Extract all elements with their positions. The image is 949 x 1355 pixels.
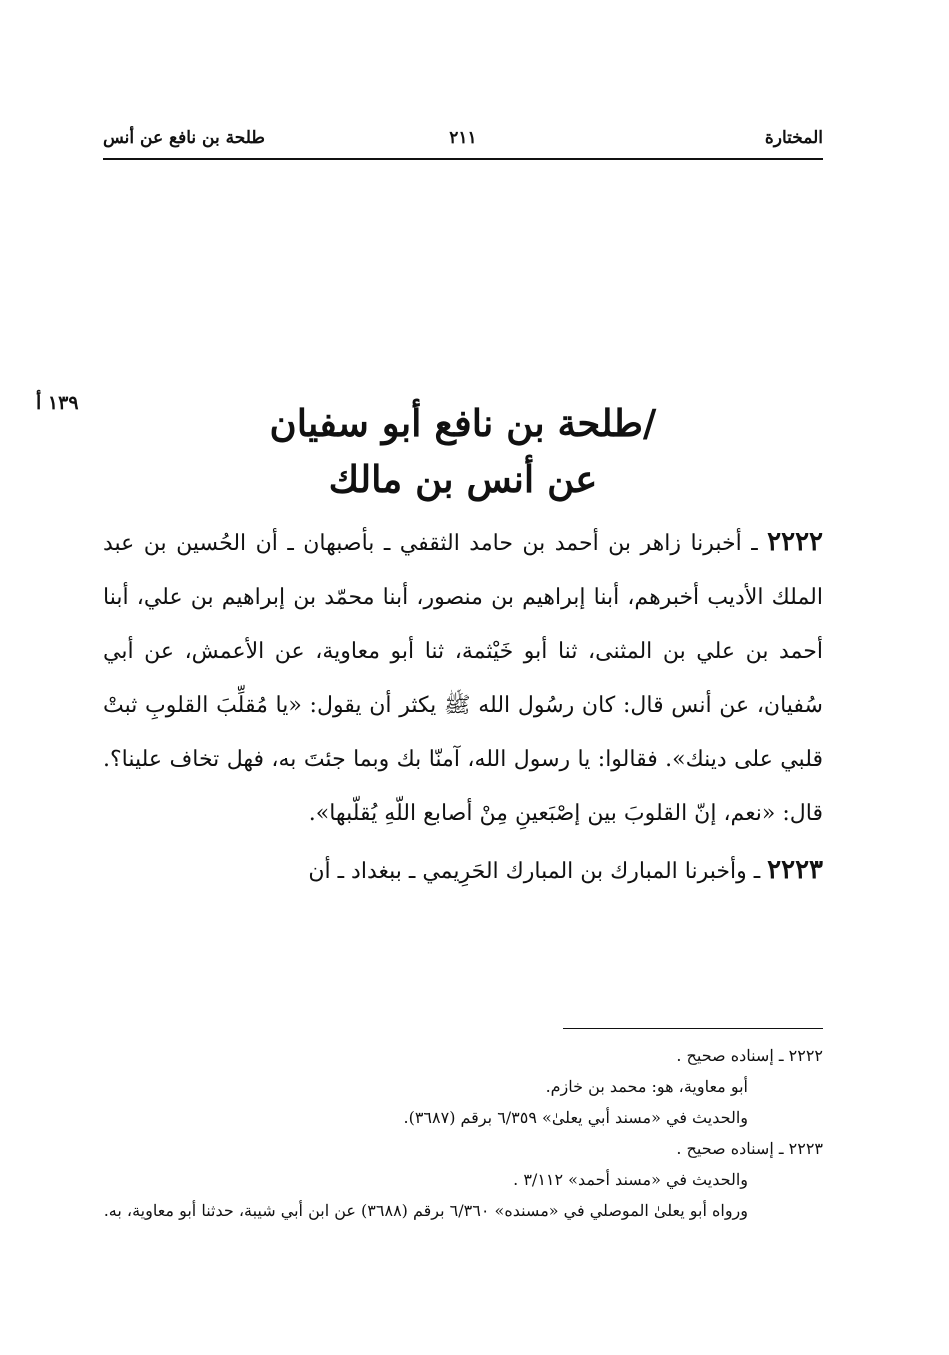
- hadith-text: ـ أخبرنا زاهر بن أحمد بن حامد الثقفي ـ بأصبهان ـ أن الحُسين بن عبد الملك الأديب أخبرهم، أبنا إبراهيم بن منصور، أبنا محمّد بن إبراهيم بن علي، أبنا أحمد بن علي بن المثنى، ثنا أبو خَيْثمة، ثنا أبو معاوية، عن الأعمش، عن أبي سُفيان، عن أنس قال: كان رسُول الله ﷺ يكثر أن يقول: «يا مُقلِّبَ القلوبِ ثبتْ قلبي على دينك». فقالوا: يا رسول الله، آمنّا بك وبما جئتَ به، فهل تخاف علينا؟. قال: «نعم، إنّ القلوبَ بين إصْبَعينِ مِنْ أصابع اللّهِ يُقلّبها».: [103, 531, 823, 826]
- footnote-2223-line: والحديث في «مسند أحمد» ٣/١١٢ .: [513, 1170, 748, 1189]
- footnote-2223-head: ٢٢٢٣ ـ إسناده صحيح .: [676, 1139, 823, 1158]
- manuscript-folio-note: ١٣٩ أ: [36, 392, 79, 414]
- footnote-2223-line: ورواه أبو يعلىٰ الموصلي في «مسنده» ٦/٣٦٠ برقم (٣٦٨٨) عن ابن أبي شيبة، حدثنا أبو معاوية، به.: [103, 1201, 748, 1220]
- book-title: المختارة: [764, 128, 823, 148]
- page-number: ٢١١: [449, 128, 477, 148]
- header-rule: [103, 158, 823, 160]
- section-title-line-1: /طلحة بن نافع أبو سفيان: [269, 401, 657, 445]
- hadith-number: ٢٢٢٣: [767, 855, 823, 885]
- footnote-rule: [563, 1028, 823, 1029]
- hadith-2222: [103, 515, 823, 841]
- hadith-2223: [103, 843, 823, 899]
- section-title-line-2: عن أنس بن مالك: [328, 457, 598, 501]
- hadith-number: ٢٢٢٢: [767, 527, 823, 557]
- main-text: [103, 515, 823, 899]
- running-head: [103, 122, 823, 158]
- hadith-text: ـ وأخبرنا المبارك بن المبارك الحَرِيمي ـ ببغداد ـ أن: [308, 859, 768, 884]
- footnote-2222-line: والحديث في «مسند أبي يعلىٰ» ٦/٣٥٩ برقم (٣٦٨٧).: [403, 1108, 748, 1127]
- footnotes: [103, 1040, 823, 1226]
- footnote-2222-line: أبو معاوية، هو: محمد بن خازم.: [545, 1077, 748, 1096]
- footnote-2222-head: ٢٢٢٢ ـ إسناده صحيح .: [676, 1046, 823, 1065]
- section-title: [103, 395, 823, 507]
- chapter-title: طلحة بن نافع عن أنس: [103, 128, 265, 148]
